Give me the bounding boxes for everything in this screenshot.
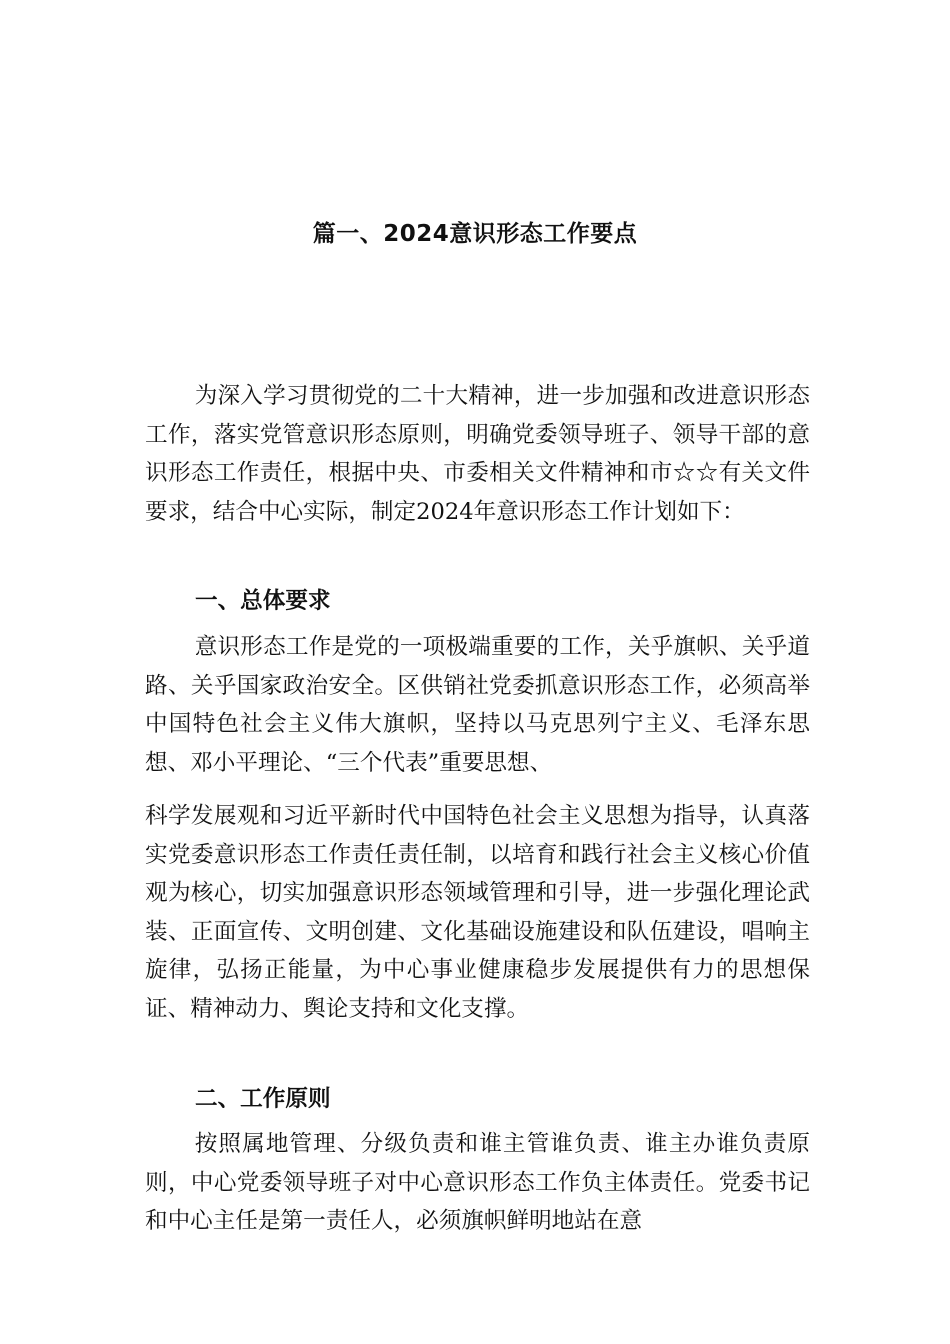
intro-paragraph: 为深入学习贯彻党的二十大精神，进一步加强和改进意识形态工作，落实党管意识形态原则，明确党委领导班子、领导干部的意识形态工作责任，根据中央、市委相关文件精神和市☆☆有关文件要求，结合中心实际，制定2024年意识形态工作计划如下：: [145, 383, 810, 525]
section-heading-general-requirements: 一、总体要求: [195, 588, 331, 614]
general-requirements-paragraph-part1: 意识形态工作是党的一项极端重要的工作，关乎旗帜、关乎道路、关乎国家政治安全。区供销社党委抓意识形态工作，必须高举中国特色社会主义伟大旗帜，坚持以马克思列宁主义、毛泽东思想、邓小平理论、“三个代表”重要思想、: [145, 634, 810, 776]
document-title: 篇一、2024意识形态工作要点: [312, 221, 638, 247]
work-principles-paragraph: 按照属地管理、分级负责和谁主管谁负责、谁主办谁负责原则，中心党委领导班子对中心意识形态工作负主体责任。党委书记和中心主任是第一责任人，必须旗帜鲜明地站在意: [145, 1131, 810, 1235]
section-heading-work-principles: 二、工作原则: [195, 1086, 331, 1112]
general-requirements-paragraph-part2: 科学发展观和习近平新时代中国特色社会主义思想为指导，认真落实党委意识形态工作责任责任制，以培育和践行社会主义核心价值观为核心，切实加强意识形态领域管理和引导，进一步强化理论武装、正面宣传、文明创建、文化基础设施建设和队伍建设，唱响主旋律，弘扬正能量，为中心事业健康稳步发展提供有力的思想保证、精神动力、舆论支持和文化支撑。: [145, 803, 810, 1022]
